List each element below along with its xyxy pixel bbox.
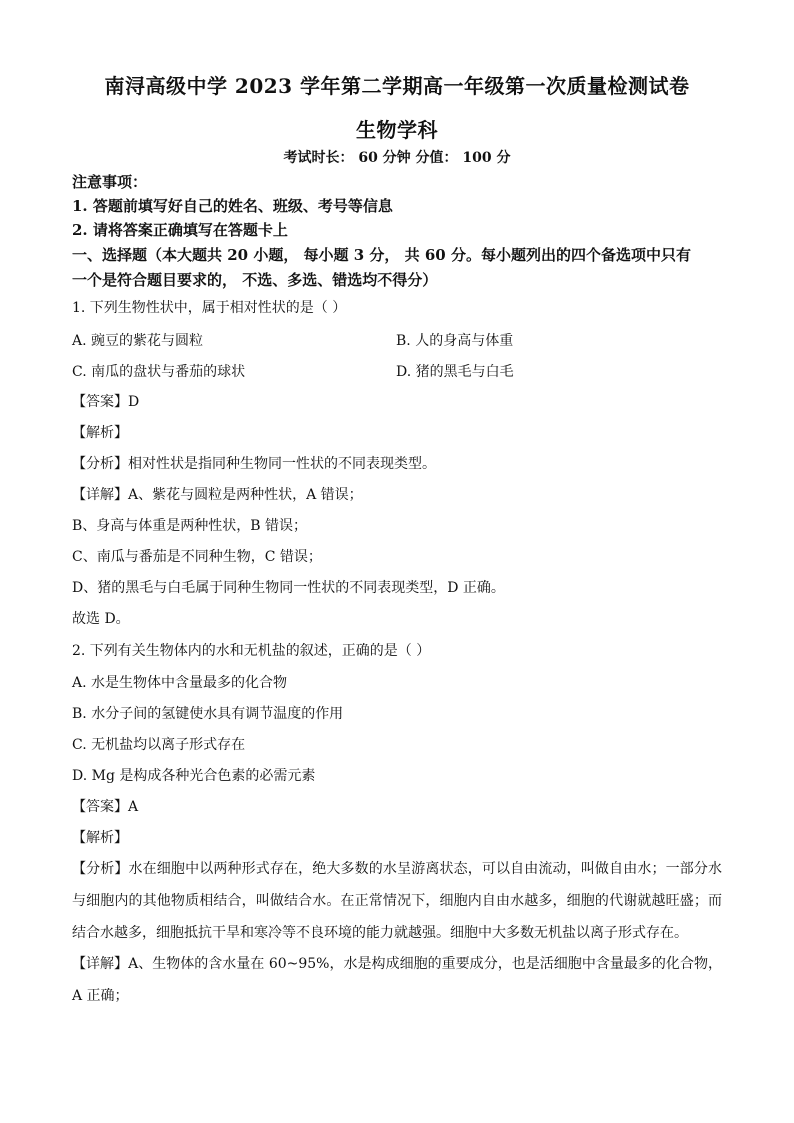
q2-answer: 【答案】A — [72, 799, 139, 815]
subject-title: 生物学科 — [356, 118, 438, 142]
exam-meta: 考试时长： 60 分钟 分值： 100 分 — [283, 150, 511, 166]
q1-option-c: C. 南瓜的盘状与番茄的球状 — [72, 364, 246, 380]
q2-option-d: D. Mg 是构成各种光合色素的必需元素 — [72, 768, 316, 784]
q1-conclusion: 故选 D。 — [72, 611, 130, 627]
section-heading-line-2: 一个是符合题目要求的， 不选、多选、错选均不得分） — [72, 271, 438, 289]
q2-option-b: B. 水分子间的氢键使水具有调节温度的作用 — [72, 706, 344, 722]
q2-option-a: A. 水是生物体中含量最多的化合物 — [72, 675, 288, 691]
q1-option-d: D. 猪的黑毛与白毛 — [396, 364, 514, 380]
q1-answer: 【答案】D — [72, 394, 140, 410]
notice-item-2: 2. 请将答案正确填写在答题卡上 — [72, 221, 288, 239]
q1-xiangjie-4: D、猪的黑毛与白毛属于同种生物同一性状的不同表现类型，D 正确。 — [72, 580, 505, 596]
q2-option-c: C. 无机盐均以离子形式存在 — [72, 737, 246, 753]
q2-stem: 2. 下列有关生物体内的水和无机盐的叙述，正确的是（ ） — [72, 643, 431, 659]
q1-option-b: B. 人的身高与体重 — [396, 333, 514, 349]
q1-option-a: A. 豌豆的紫花与圆粒 — [72, 333, 204, 349]
exam-title: 南浔高级中学 2023 学年第二学期高一年级第一次质量检测试卷 — [104, 74, 690, 98]
notice-item-1: 1. 答题前填写好自己的姓名、班级、考号等信息 — [72, 197, 393, 215]
q1-fenxi: 【分析】相对性状是指同种生物同一性状的不同表现类型。 — [72, 456, 436, 472]
q1-stem: 1. 下列生物性状中，属于相对性状的是（ ） — [72, 300, 347, 316]
q1-xiangjie-3: C、南瓜与番茄是不同种生物，C 错误； — [72, 549, 322, 565]
q1-xiangjie-1: 【详解】A、紫花与圆粒是两种性状，A 错误； — [72, 487, 363, 503]
notice-heading: 注意事项： — [72, 173, 148, 191]
section-heading-line-1: 一、选择题（本大题共 20 小题， 每小题 3 分， 共 60 分。每小题列出的四个备选项中只有 — [72, 246, 691, 264]
q2-analysis-label: 【解析】 — [72, 830, 128, 846]
q1-xiangjie-2: B、身高与体重是两种性状，B 错误； — [72, 518, 308, 534]
q2-xiangjie: 【详解】A、生物体的含水量在 60~95%，水是构成细胞的重要成分，也是活细胞中含量最多的化合物，A 正确； — [72, 956, 722, 1004]
q1-analysis-label: 【解析】 — [72, 425, 128, 441]
q2-fenxi: 【分析】水在细胞中以两种形式存在，绝大多数的水呈游离状态，可以自由流动，叫做自由水；一部分水与细胞内的其他物质相结合，叫做结合水。在正常情况下，细胞内自由水越多，细胞的代谢就越旺盛；而结合水越多，细胞抵抗干旱和寒冷等不良环境的能力就越强。细胞中大多数无机盐以离子形式存在。 — [72, 861, 722, 941]
